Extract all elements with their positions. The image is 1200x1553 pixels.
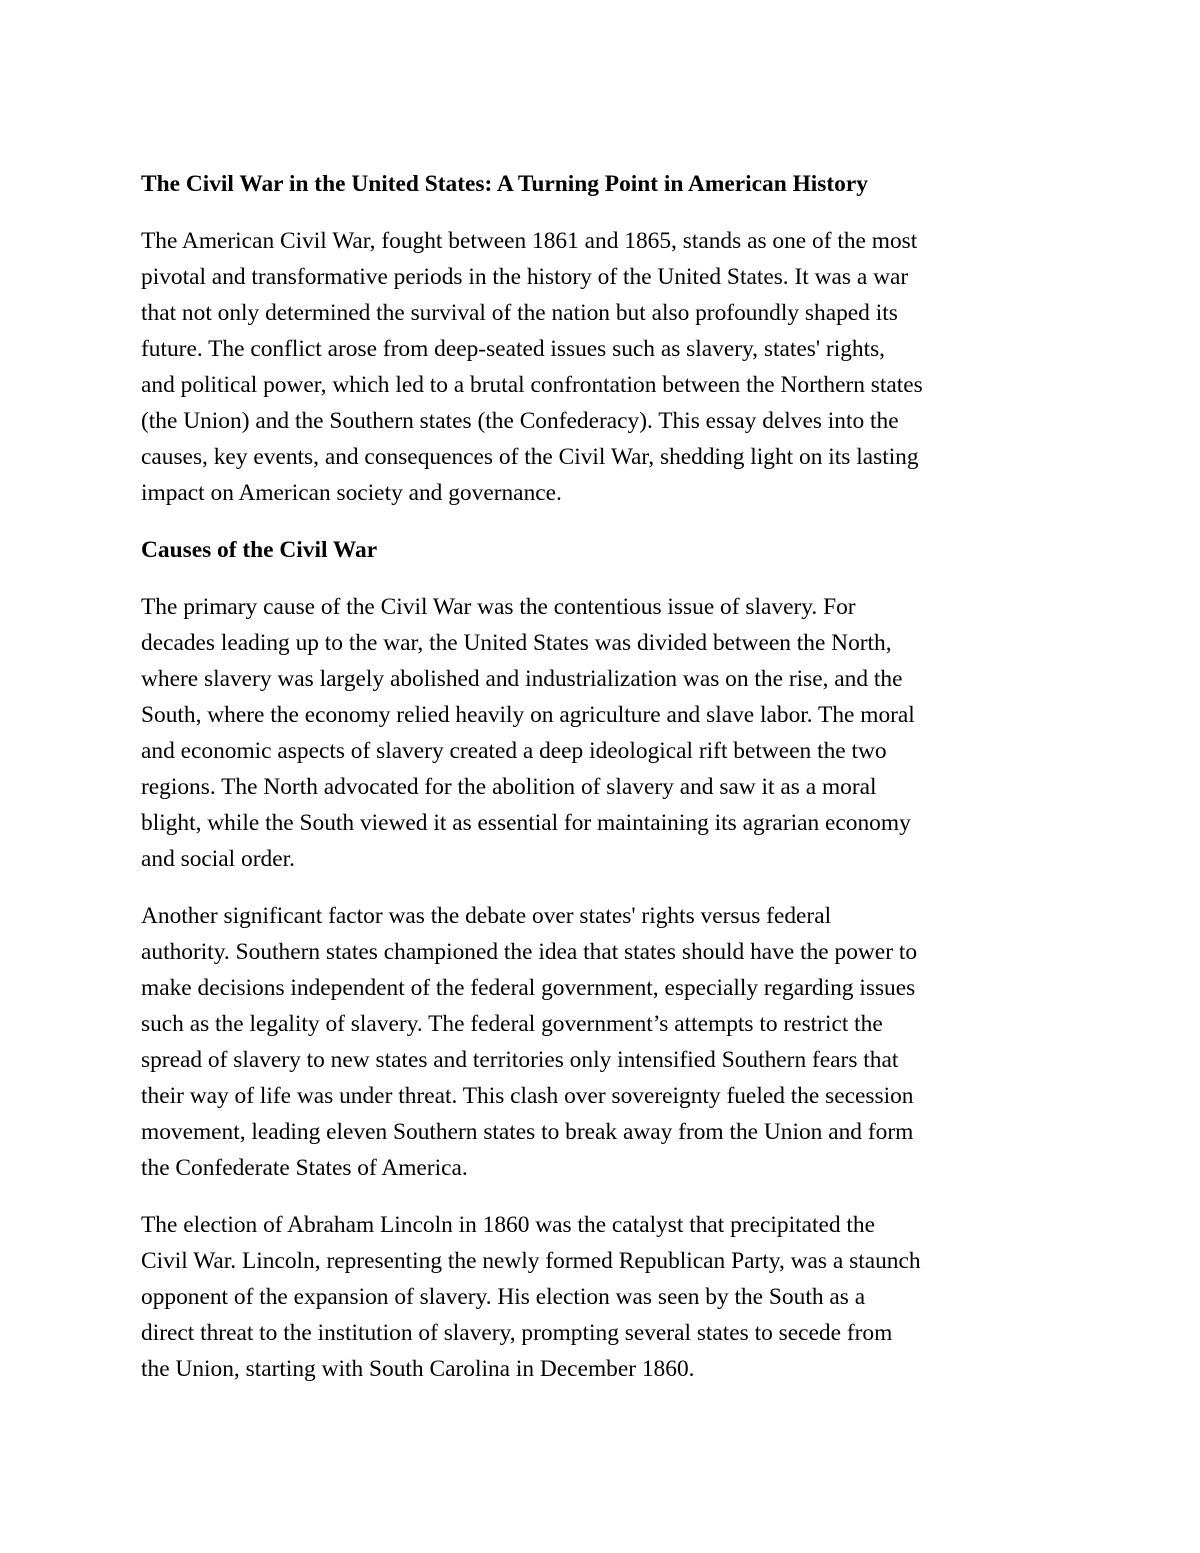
text-line: and social order. bbox=[141, 846, 295, 872]
text-line: and political power, which led to a brutal confrontation between the Northern states bbox=[141, 372, 923, 398]
causes-paragraph-lincoln-election bbox=[141, 1207, 1063, 1387]
text-line: the Confederate States of America. bbox=[141, 1155, 468, 1181]
causes-paragraph-states-rights bbox=[141, 898, 1063, 1186]
text-line: that not only determined the survival of the nation but also profoundly shaped its bbox=[141, 300, 898, 326]
text-line: (the Union) and the Southern states (the Confederacy). This essay delves into the bbox=[141, 408, 899, 434]
text-line: direct threat to the institution of slavery, prompting several states to secede from bbox=[141, 1320, 893, 1346]
text-line: future. The conflict arose from deep-seated issues such as slavery, states' rights, bbox=[141, 336, 886, 362]
text-line: movement, leading eleven Southern states to break away from the Union and form bbox=[141, 1119, 914, 1145]
text-line: The election of Abraham Lincoln in 1860 was the catalyst that precipitated the bbox=[141, 1212, 875, 1238]
text-line: such as the legality of slavery. The federal government’s attempts to restrict the bbox=[141, 1011, 883, 1037]
text-line: the Union, starting with South Carolina in December 1860. bbox=[141, 1356, 695, 1382]
text-line: opponent of the expansion of slavery. His election was seen by the South as a bbox=[141, 1284, 866, 1310]
text-line: Another significant factor was the debate over states' rights versus federal bbox=[141, 903, 832, 929]
text-line: blight, while the South viewed it as essential for maintaining its agrarian economy bbox=[141, 810, 911, 836]
text-line: The primary cause of the Civil War was the contentious issue of slavery. For bbox=[141, 594, 856, 620]
text-line: causes, key events, and consequences of the Civil War, shedding light on its lasting bbox=[141, 444, 919, 470]
document-title: The Civil War in the United States: A Turning Point in American History bbox=[141, 171, 868, 197]
text-line: South, where the economy relied heavily on agriculture and slave labor. The moral bbox=[141, 702, 915, 728]
text-line: Civil War. Lincoln, representing the newly formed Republican Party, was a staunch bbox=[141, 1248, 921, 1274]
text-line: their way of life was under threat. This clash over sovereignty fueled the secession bbox=[141, 1083, 914, 1109]
text-line: pivotal and transformative periods in the history of the United States. It was a war bbox=[141, 264, 909, 290]
text-line: make decisions independent of the federal government, especially regarding issues bbox=[141, 975, 916, 1001]
document-body bbox=[141, 166, 1063, 1408]
text-line: The American Civil War, fought between 1861 and 1865, stands as one of the most bbox=[141, 228, 918, 254]
text-line: decades leading up to the war, the United States was divided between the North, bbox=[141, 630, 892, 656]
intro-paragraph bbox=[141, 223, 1063, 511]
text-line: spread of slavery to new states and territories only intensified Southern fears that bbox=[141, 1047, 899, 1073]
causes-paragraph-slavery bbox=[141, 589, 1063, 877]
text-line: authority. Southern states championed the idea that states should have the power to bbox=[141, 939, 918, 965]
text-line: impact on American society and governance. bbox=[141, 480, 562, 506]
section-heading: Causes of the Civil War bbox=[141, 537, 378, 563]
text-line: and economic aspects of slavery created a deep ideological rift between the two bbox=[141, 738, 887, 764]
text-line: regions. The North advocated for the abolition of slavery and saw it as a moral bbox=[141, 774, 877, 800]
text-line: where slavery was largely abolished and industrialization was on the rise, and the bbox=[141, 666, 903, 692]
